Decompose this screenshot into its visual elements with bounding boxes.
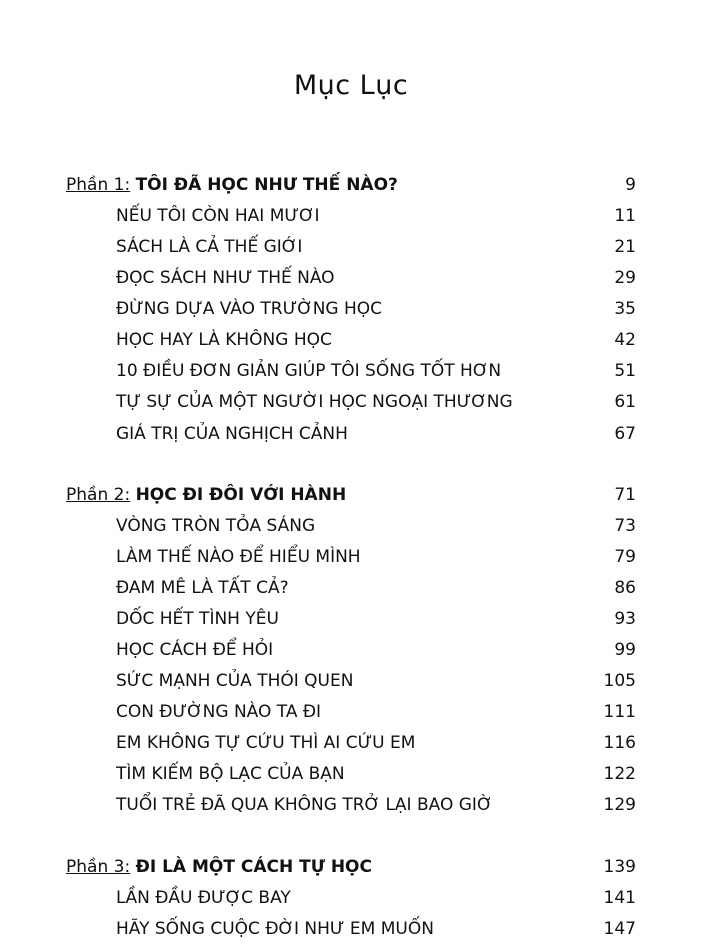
page-number: 11 [614, 206, 636, 226]
page-number: 67 [614, 424, 636, 444]
entry-title: HỌC CÁCH ĐỂ HỎI [116, 640, 274, 660]
page-number: 21 [614, 237, 636, 257]
page-number: 73 [614, 516, 636, 536]
part-title: ĐI LÀ MỘT CÁCH TỰ HỌC [135, 857, 372, 877]
toc-entry[interactable] [0, 203, 702, 229]
page-number: 139 [603, 857, 636, 877]
entry-title: GIÁ TRỊ CỦA NGHỊCH CẢNH [116, 424, 348, 444]
toc-entry[interactable] [0, 327, 702, 353]
page-number: 141 [603, 888, 636, 908]
entry-title: SÁCH LÀ CẢ THẾ GIỚI [116, 237, 303, 257]
entry-title: LẦN ĐẦU ĐƯỢC BAY [116, 888, 291, 908]
toc-entry[interactable] [0, 885, 702, 911]
page-number: 35 [614, 299, 636, 319]
toc-entry[interactable] [0, 389, 702, 415]
toc-entry[interactable] [0, 730, 702, 756]
page-number: 147 [603, 919, 636, 939]
toc-part-1[interactable] [0, 172, 702, 198]
page-number: 111 [603, 702, 636, 722]
page-number: 61 [614, 392, 636, 412]
page-number: 99 [614, 640, 636, 660]
entry-title: HỌC HAY LÀ KHÔNG HỌC [116, 330, 332, 350]
toc-part-3[interactable] [0, 854, 702, 880]
toc-part-2[interactable] [0, 482, 702, 508]
toc-entry[interactable] [0, 421, 702, 447]
page-number: 42 [614, 330, 636, 350]
entry-title: NẾU TÔI CÒN HAI MƯƠI [116, 206, 320, 226]
toc-entry[interactable] [0, 668, 702, 694]
page-number: 129 [603, 795, 636, 815]
entry-title: 10 ĐIỀU ĐƠN GIẢN GIÚP TÔI SỐNG TỐT HƠN [116, 361, 502, 381]
toc-entry[interactable] [0, 916, 702, 942]
page-number: 105 [603, 671, 636, 691]
page-number: 29 [614, 268, 636, 288]
entry-title: TỰ SỰ CỦA MỘT NGƯỜI HỌC NGOẠI THƯƠNG [116, 392, 513, 412]
entry-title: EM KHÔNG TỰ CỨU THÌ AI CỨU EM [116, 733, 416, 753]
toc-entry[interactable] [0, 606, 702, 632]
entry-title: TUỔI TRẺ ĐÃ QUA KHÔNG TRỞ LẠI BAO GIỜ [116, 795, 493, 815]
page-number: 71 [614, 485, 636, 505]
toc-entry[interactable] [0, 575, 702, 601]
entry-title: SỨC MẠNH CỦA THÓI QUEN [116, 671, 354, 691]
entry-title: ĐỌC SÁCH NHƯ THẾ NÀO [116, 268, 335, 288]
page-number: 122 [603, 764, 636, 784]
page-number: 79 [614, 547, 636, 567]
page-number: 93 [614, 609, 636, 629]
toc-entry[interactable] [0, 296, 702, 322]
page-number: 9 [625, 175, 636, 195]
entry-title: ĐAM MÊ LÀ TẤT CẢ? [116, 578, 289, 598]
toc-entry[interactable] [0, 699, 702, 725]
part-title: TÔI ĐÃ HỌC NHƯ THẾ NÀO? [135, 175, 398, 195]
entry-title: ĐỪNG DỰA VÀO TRƯỜNG HỌC [116, 299, 383, 319]
toc-entry[interactable] [0, 513, 702, 539]
part-prefix: Phần 2: [66, 485, 131, 505]
toc-entry[interactable] [0, 637, 702, 663]
page-number: 116 [603, 733, 636, 753]
toc-entry[interactable] [0, 761, 702, 787]
entry-title: TÌM KIẾM BỘ LẠC CỦA BẠN [116, 764, 345, 784]
toc-entry[interactable] [0, 234, 702, 260]
entry-title: DỐC HẾT TÌNH YÊU [116, 609, 279, 629]
entry-title: CON ĐƯỜNG NÀO TA ĐI [116, 702, 322, 722]
toc-entry[interactable] [0, 792, 702, 818]
page-title: Mục Lục [293, 70, 409, 101]
toc-entry[interactable] [0, 544, 702, 570]
toc-entry[interactable] [0, 265, 702, 291]
part-prefix: Phần 1: [66, 175, 131, 195]
part-prefix: Phần 3: [66, 857, 131, 877]
entry-title: HÃY SỐNG CUỘC ĐỜI NHƯ EM MUỐN [116, 919, 434, 939]
toc-entry[interactable] [0, 358, 702, 384]
part-title: HỌC ĐI ĐÔI VỚI HÀNH [135, 485, 347, 505]
entry-title: LÀM THẾ NÀO ĐỂ HIỂU MÌNH [116, 547, 361, 567]
page-number: 86 [614, 578, 636, 598]
entry-title: VÒNG TRÒN TỎA SÁNG [116, 516, 316, 536]
page-number: 51 [614, 361, 636, 381]
